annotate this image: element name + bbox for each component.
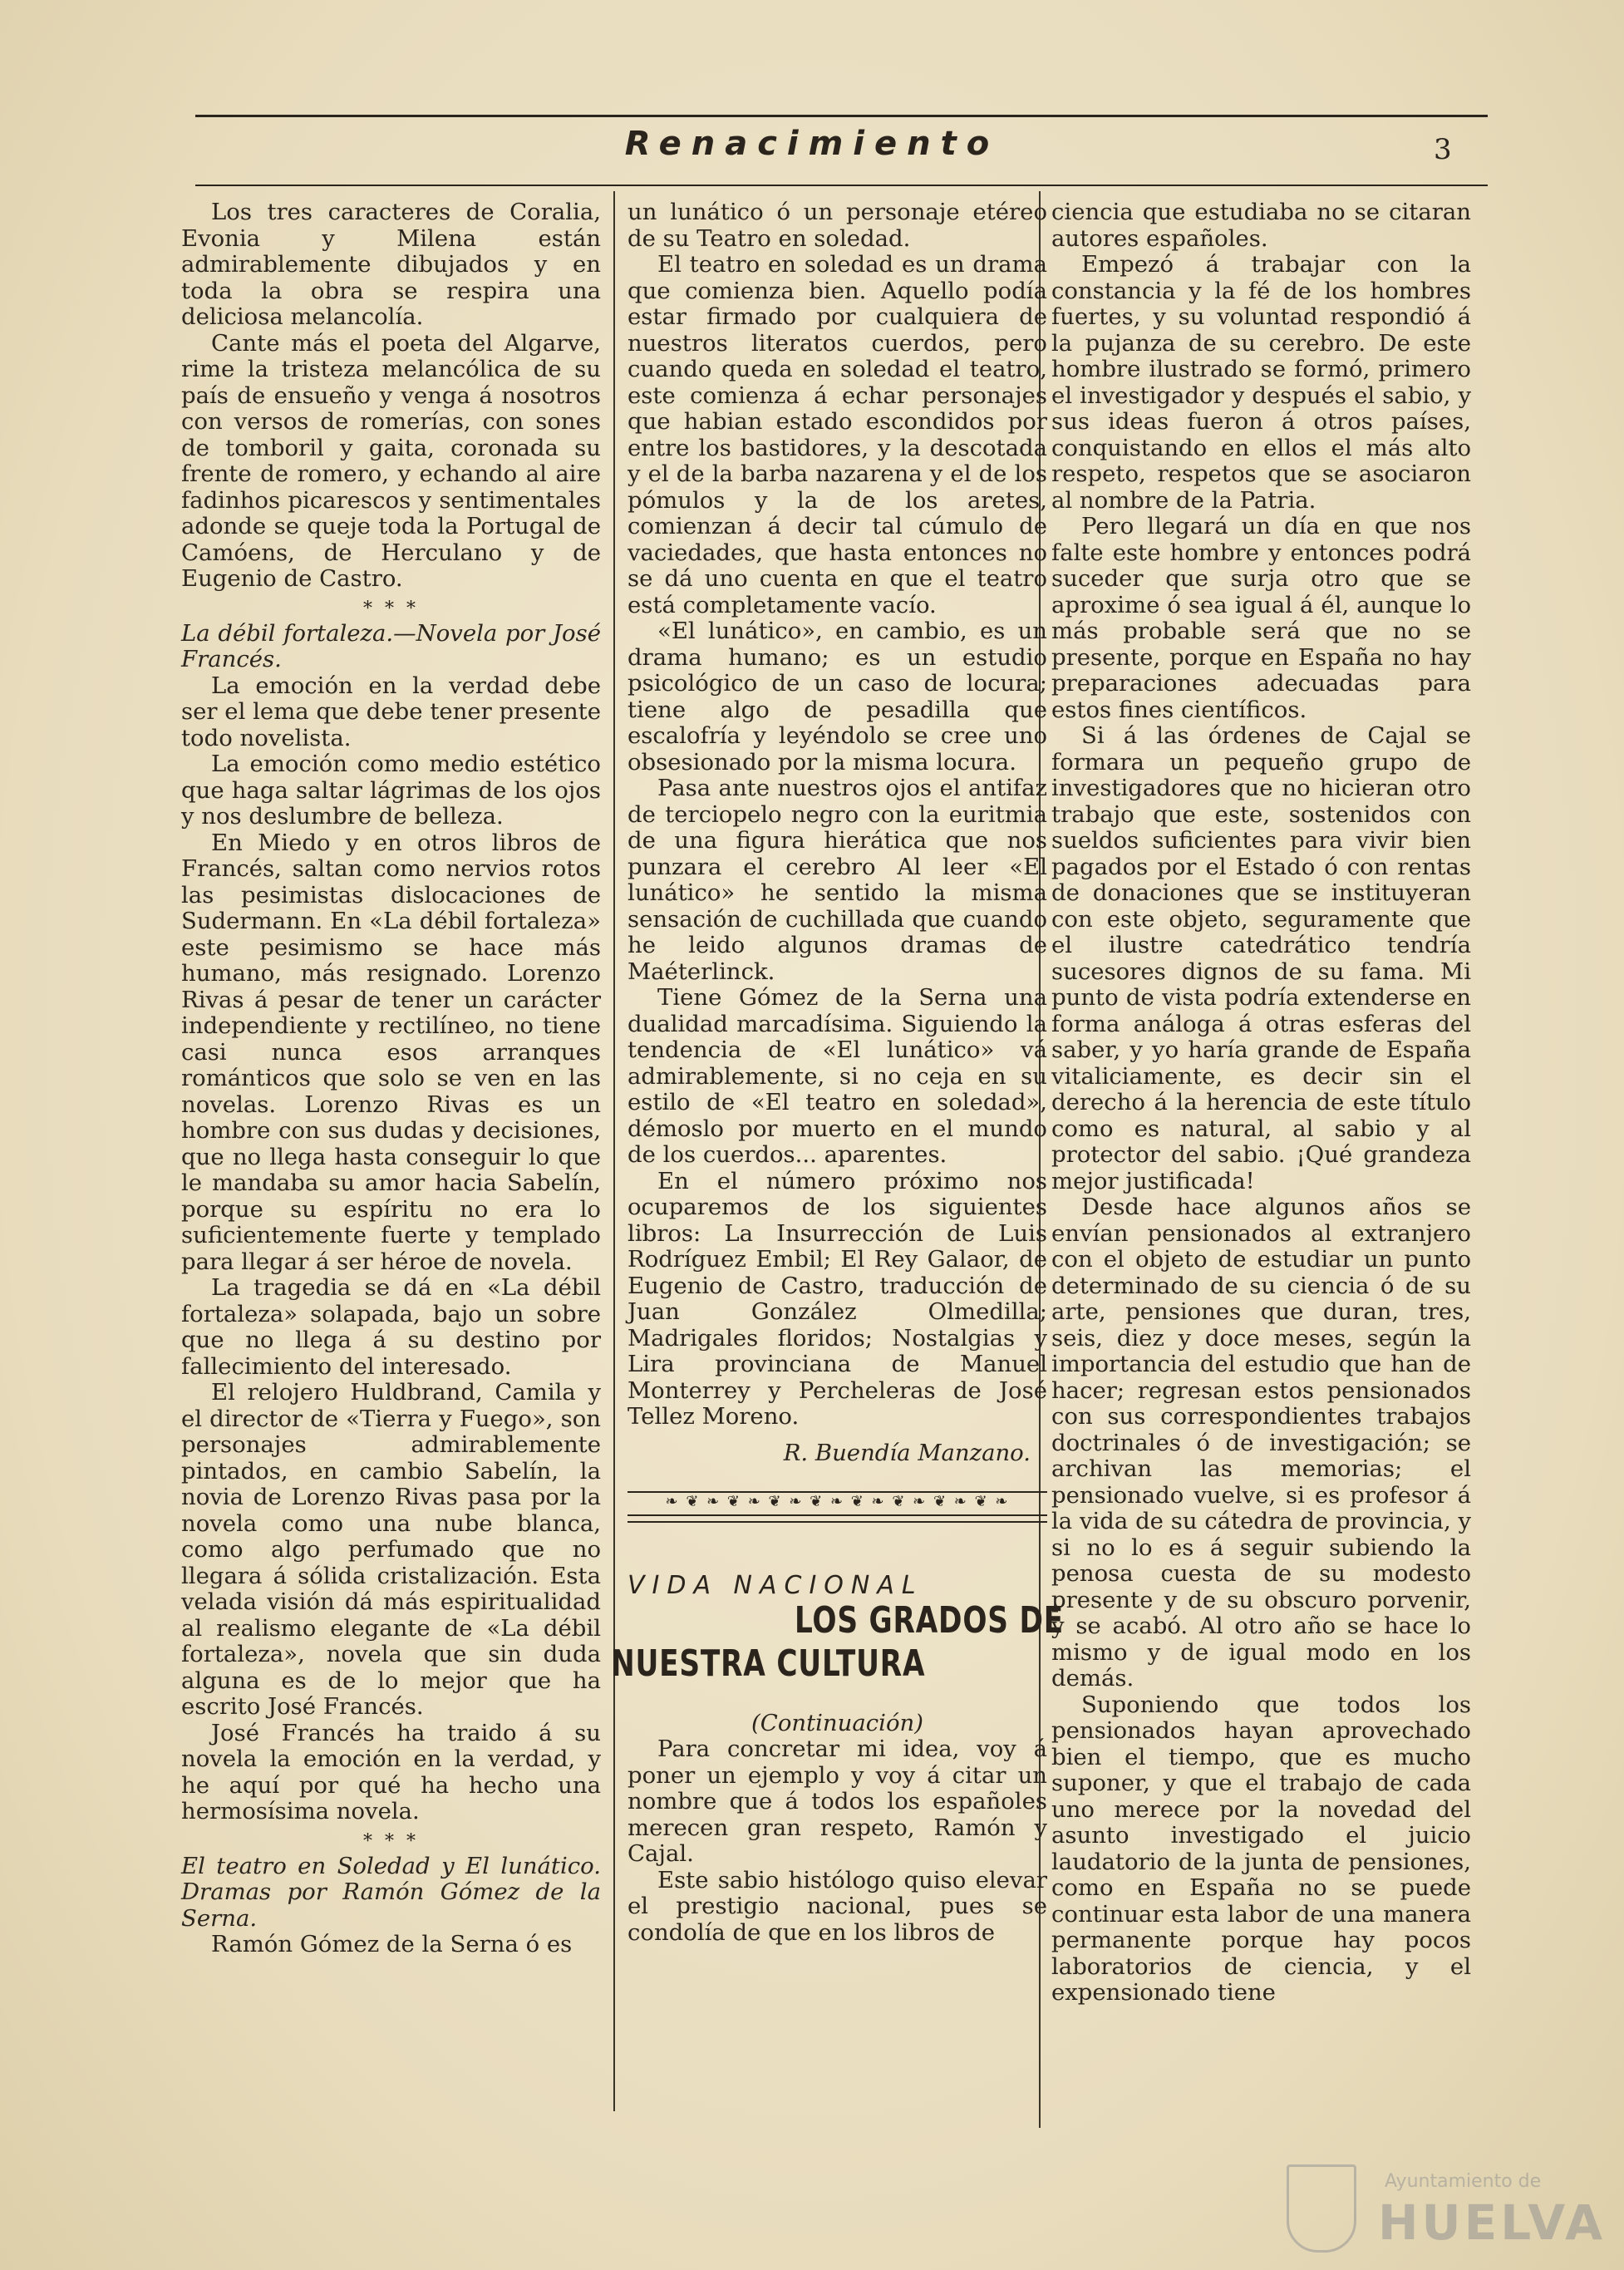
ornamental-divider: ❧ ❦ ❧ ❦ ❧ ❦ ❧ ❦ ❧ ❦ ❧ ❦ ❧ ❦ ❧ ❦ ❧ bbox=[627, 1491, 1047, 1516]
review-title: El teatro en Soledad y El lunático. Dramas por Ramón Gómez de la Serna. bbox=[181, 1852, 601, 1932]
column-2 bbox=[611, 199, 1064, 1946]
paragraph: Ramón Gómez de la Serna ó es bbox=[211, 1931, 573, 1957]
paragraph: Pasa ante nuestros ojos el antifaz de terciopelo negro con la euritmia de una figura hierática que nos punzara el cerebro Al leer «El lunático» he sentido la misma sensación de cuchillada que cuando he leido algunos dramas de Maéterlinck. bbox=[627, 775, 1047, 985]
watermark-line-1: Ayuntamiento de bbox=[1385, 2171, 1542, 2192]
paragraph: Pero llegará un día en que nos falte este hombre y entonces podrá suceder que surja otro que se aproxime ó sea igual á él, aunque lo más probable será que no se presente, porque en España no hay preparaciones adecuadas para estos fines científicos. bbox=[1051, 513, 1471, 723]
paragraph: José Francés ha traido á su novela la emoción en la verdad, y he aquí por qué ha hecho una hermosísima novela. bbox=[181, 1719, 601, 1824]
paragraph: Si á las órdenes de Cajal se formara un pequeño grupo de investigadores que no hicieran otro trabajo que este, sostenidos con sueldos suficientes para vivir bien pagados por el Estado ó con rentas de donaciones que se instituyeran con este objeto, seguramente que el ilustre catedrático tendría sucesores dignos de su fama. Mi punto de vista podría extenderse en forma análoga á otras esferas del saber, y yo haría grande de España vitaliciamente, es decir sin el derecho á la herencia de este título como es natural, al sabio y al protector del sabio. ¡Qué grandeza mejor justificada! bbox=[1051, 722, 1471, 1194]
coat-of-arms-icon bbox=[1287, 2164, 1356, 2253]
headline-line-2: NUESTRA CULTURA bbox=[611, 1642, 926, 1685]
paragraph: La tragedia se dá en «La débil fortaleza» solapada, bajo un sobre que no llega á su destino por fallecimiento del interesado. bbox=[181, 1274, 601, 1380]
paragraph: La emoción en la verdad debe ser el lema que debe tener presente todo novelista. bbox=[181, 672, 601, 751]
paragraph: un lunático ó un personaje etéreo de su Teatro en soledad. bbox=[627, 199, 1047, 252]
section-separator: * * * bbox=[363, 598, 419, 619]
paragraph: «El lunático», en cambio, es un drama humano; es un estudio psicológico de un caso de locura; tiene algo de pesadilla que escalofría y leyéndolo se cree uno obsesionado por la misma locura. bbox=[627, 618, 1047, 776]
header-rule bbox=[195, 185, 1488, 186]
paragraph: El teatro en soledad es un drama que comienza bien. Aquello podía estar firmado por cualquiera de nuestros literatos cuerdos, pero cuando queda en soledad el teatro, este comienza á echar personajes que habian estado escondidos por entre los bastidores, y la descotada y el de la barba nazarena y el de los pómulos y la de los aretes, comienzan á decir tal cúmulo de vaciedades, que hasta entonces no se dá uno cuenta en que el teatro está completamente vacío. bbox=[627, 251, 1047, 618]
watermark-line-2: HUELVA bbox=[1378, 2194, 1607, 2251]
headline-line-1: LOS GRADOS DE bbox=[794, 1598, 1064, 1642]
paragraph: El relojero Huldbrand, Camila y el director de «Tierra y Fuego», son personajes admirablemente pintados, en cambio Sabelín, la novia de Lorenzo Rivas pasa por la novela como una nube blanca, como algo perfumado que no llegara á sólida cristalización. Esta velada visión dá más espiritualidad al realismo elegante de «La débil fortaleza», novela que sin duda alguna es de lo mejor que ha escrito José Francés. bbox=[181, 1379, 601, 1720]
top-rule bbox=[195, 115, 1488, 117]
paragraph: Desde hace algunos años se envían pensionados al extranjero con el objeto de estudiar un punto determinado de su ciencia ó de su arte, pensiones que duran, tres, seis, diez y doce meses, según la importancia del estudio que han de hacer; regresan estos pensionados con sus correspondientes trabajos doctrinales ó de investigación; se archivan las memorias; el pensionado vuelve, si es profesor á la vida de su cátedra de provincia, y si no lo es á seguir subiendo la penosa cuesta de su modesto presente y de su obscuro porvenir, y se acabó. Al otro año se hace lo mismo y de igual modo en los demás. bbox=[1051, 1194, 1471, 1691]
masthead: Renacimiento bbox=[624, 125, 1000, 163]
paragraph: Los tres caracteres de Coralia, Evonia y Milena están admirablemente dibujados y en toda la obra se respira una deliciosa melancolía. bbox=[181, 199, 601, 330]
paragraph: En el número próximo nos ocuparemos de los siguientes libros: La Insurrección de Luis Rodríguez Embil; El Rey Galaor, de Eugenio de Castro, traducción de Juan González Olmedilla; Madrigales floridos; Nostalgias y Lira provinciana de Manuel Monterrey y Percheleras de José Tellez Moreno. bbox=[627, 1167, 1047, 1430]
column-divider bbox=[613, 191, 615, 2111]
paragraph: Empezó á trabajar con la constancia y la fé de los hombres fuertes, y su voluntad respondió á la pujanza de su cerebro. De este hombre ilustrado se formó, primero el investigador y después el sabio, y sus ideas fueron á otros países, conquistando en ellos el más alto respeto, respetos que se asociaron al nombre de la Patria. bbox=[1051, 251, 1471, 514]
paragraph: Para concretar mi idea, voy á poner un ejemplo y voy á citar un nombre que á todos los españoles merecen gran respeto, Ramón y Cajal. bbox=[627, 1736, 1047, 1867]
paragraph: Tiene Gómez de la Serna una dualidad marcadísima. Siguiendo la tendencia de «El lunático» vá admirablemente, si no ceja en su estilo de «El teatro en soledad», démoslo por muerto en el mundo de los cuerdos... aparentes. bbox=[627, 984, 1047, 1168]
continuation-note: (Continuación) bbox=[751, 1709, 923, 1736]
review-title: La débil fortaleza.—Novela por José Francés. bbox=[181, 619, 601, 672]
column-1 bbox=[181, 199, 601, 1958]
paragraph: Este sabio histólogo quiso elevar el prestigio nacional, pues se condolía de que en los libros de bbox=[627, 1866, 1047, 1946]
paragraph: Suponiendo que todos los pensionados hayan aprovechado bien el tiempo, que es mucho suponer, y que el trabajo de cada uno merece por la novedad del asunto investigado el juicio laudatorio de la junta de pensiones, como en España no se puede continuar esta labor de una manera permanente porque hay pocos laboratorios de ciencia, y el expensionado tiene bbox=[1051, 1691, 1471, 2006]
section-label: VIDA NACIONAL bbox=[627, 1571, 923, 1600]
page-number: 3 bbox=[1434, 133, 1452, 166]
paragraph: ciencia que estudiaba no se citaran autores españoles. bbox=[1051, 199, 1471, 252]
column-3 bbox=[1051, 199, 1471, 2007]
divider-rule bbox=[627, 1521, 1047, 1523]
paragraph: Cante más el poeta del Algarve, rime la tristeza melancólica de su país de ensueño y venga á nosotros con versos de romerías, con sones de tomboril y gaita, coronada su frente de romero, y echando al aire fadinhos picarescos y sentimentales adonde se queje toda la Portugal de Camóens, de Herculano y de Eugenio de Castro. bbox=[181, 329, 601, 592]
paragraph: En Miedo y en otros libros de Francés, saltan como nervios rotos las pesimistas dislocaciones de Sudermann. En «La débil fortaleza» este pesimismo se hace más humano, más resignado. Lorenzo Rivas á pesar de tener un carácter independiente y rectilíneo, no tiene casi nunca esos arranques románticos que solo se ven en las novelas. Lorenzo Rivas es un hombre con sus dudas y decisiones, que no llega hasta conseguir lo que le mandaba su amor hacia Sabelín, porque su espíritu no era lo suficientemente fuerte y templado para llegar á ser héroe de novela. bbox=[181, 829, 601, 1275]
paragraph: La emoción como medio estético que haga saltar lágrimas de los ojos y nos deslumbre de belleza. bbox=[181, 751, 601, 830]
section-separator: * * * bbox=[363, 1830, 419, 1852]
archive-watermark bbox=[1287, 2164, 1607, 2256]
author-signature: R. Buendía Manzano. bbox=[783, 1439, 1031, 1466]
